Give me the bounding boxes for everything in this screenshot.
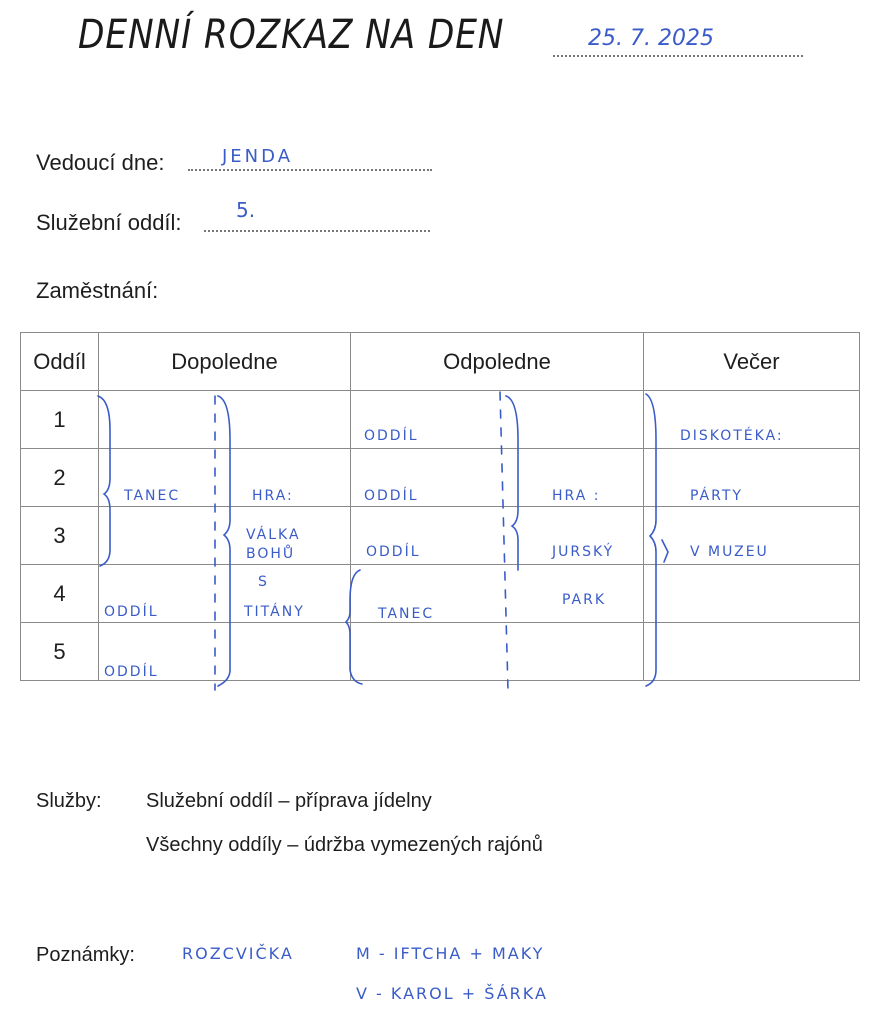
date-value: 25. 7. 2025 [588, 26, 714, 51]
col-header-evening: Večer [644, 333, 860, 391]
afternoon-game-3: PARK [562, 592, 607, 608]
afternoon-row3: ODDÍL [366, 544, 421, 560]
schedule-table [20, 332, 860, 681]
cell-evening [644, 623, 860, 681]
row-number: 1 [21, 391, 99, 449]
cell-evening [644, 449, 860, 507]
activities-label: Zaměstnání: [36, 278, 159, 303]
page-title: DENNÍ ROZKAZ NA DEN [78, 12, 505, 58]
services-line-1: Služební oddíl – příprava jídelny [146, 790, 432, 812]
afternoon-row1: ODDÍL [364, 428, 419, 444]
evening-line-3: V MUZEU [690, 544, 769, 560]
morning-game-1: HRA: [252, 488, 294, 504]
morning-tanec: TANEC [124, 488, 181, 504]
cell-evening [644, 565, 860, 623]
morning-row5: ODDÍL [104, 664, 159, 680]
row-number: 4 [21, 565, 99, 623]
col-header-afternoon: Odpoledne [351, 333, 644, 391]
unit-value: 5. [236, 198, 256, 222]
evening-line-1: DISKOTÉKA: [680, 428, 784, 444]
col-header-morning: Dopoledne [99, 333, 351, 391]
services-label: Služby: [36, 790, 102, 812]
cell-afternoon [351, 623, 644, 681]
unit-label: Služební oddíl: [36, 210, 182, 235]
afternoon-game-2: JURSKÝ [552, 544, 615, 560]
row-number: 2 [21, 449, 99, 507]
afternoon-game-1: HRA : [552, 488, 601, 504]
leader-label: Vedoucí dne: [36, 150, 165, 175]
unit-dots [204, 230, 430, 232]
morning-game-2: VÁLKA [246, 527, 301, 543]
leader-value: JENDA [222, 146, 294, 167]
notes-line-2: V - KAROL + ŠÁRKA [356, 984, 548, 1003]
afternoon-row2: ODDÍL [364, 488, 419, 504]
notes-label: Poznámky: [36, 944, 135, 966]
evening-line-2: PÁRTY [690, 488, 743, 504]
date-line [553, 55, 803, 57]
morning-row4: ODDÍL [104, 604, 159, 620]
leader-dots [188, 169, 432, 171]
notes-warmup: ROZCVIČKA [182, 944, 294, 963]
services-line-2: Všechny oddíly – údržba vymezených rajónů [146, 834, 543, 856]
col-header-unit: Oddíl [21, 333, 99, 391]
row-number: 3 [21, 507, 99, 565]
table-header-row [21, 333, 860, 391]
notes-line-1: M - IFTCHA + MAKY [356, 944, 545, 963]
cell-morning [99, 507, 351, 565]
afternoon-tanec: TANEC [378, 606, 435, 622]
row-number: 5 [21, 623, 99, 681]
morning-game-4: S [258, 574, 269, 590]
morning-game-5: TITÁNY [244, 604, 305, 620]
morning-game-3: BOHŮ [246, 546, 296, 562]
cell-morning [99, 391, 351, 449]
